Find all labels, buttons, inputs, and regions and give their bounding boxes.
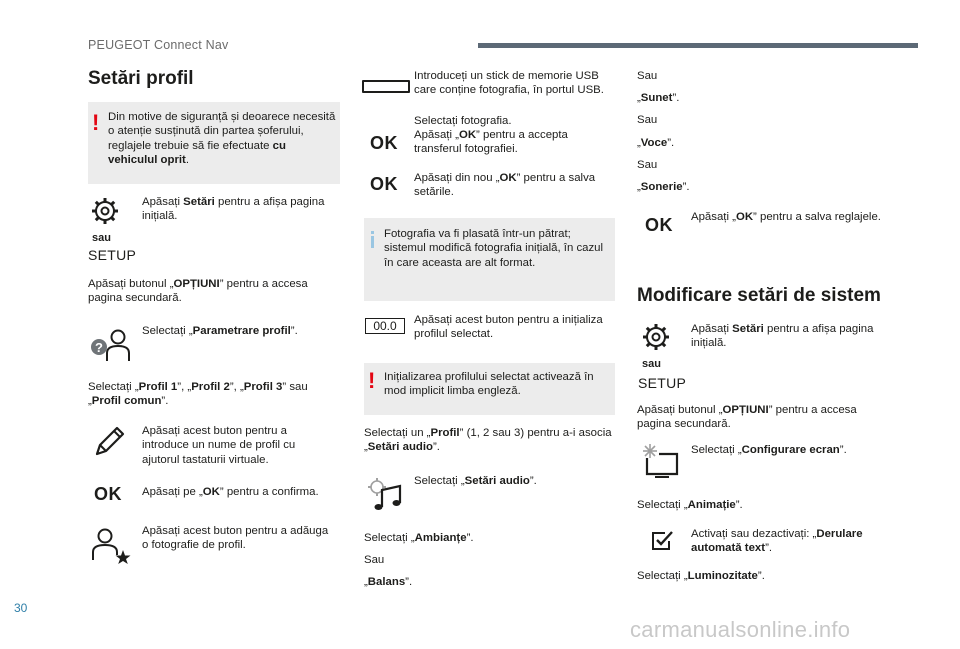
setup-button-label-2: SETUP — [638, 375, 687, 391]
option-balance: „Balans”. — [364, 576, 413, 588]
or-label-2: sau — [642, 358, 661, 370]
warning-note-reset — [364, 363, 615, 415]
ok-button-label: OK — [94, 484, 122, 504]
step-insert-usb: Introduceți un stick de memorie USB care conține fotografia, în portul USB. — [414, 70, 604, 97]
section-title-profile: Setări profil — [88, 68, 194, 89]
warning-text: Din motive de siguranță și deoarece necesită o atenție susținută din partea șoferului, reglajele trebuie să fie efectuate cu vehiculul oprit. — [108, 111, 336, 167]
reset-profile-icon: 00.0 — [365, 318, 405, 334]
step-select-profile-audio: Selectați un „Profil” (1, 2 sau 3) pentru a-i asocia „Setări audio”. — [364, 427, 612, 454]
option-sound: „Sunet”. — [637, 92, 680, 104]
step-toggle-autoscroll: Activați sau dezactivați: „Derulare automată text”. — [691, 528, 863, 555]
step-options-button-2: Apăsați butonul „OPȚIUNI” pentru a accesa pagina secundară. — [637, 404, 857, 431]
or-text-2: Sau — [637, 70, 658, 82]
or-text-3: Sau — [637, 114, 658, 126]
step-enter-profile-name: Apăsați acest buton pentru a introduce un nume de profil cu ajutorul tastaturii virtuale. — [142, 425, 296, 466]
step-add-photo: Apăsați acest buton pentru a adăuga o fotografie de profil. — [142, 525, 329, 552]
step-save-settings: Apăsați din nou „OK” pentru a salva setările. — [414, 172, 596, 199]
option-ringtone: „Sonerie”. — [637, 181, 690, 193]
step-press-settings: Apăsați Setări pentru a afișa pagina inițială. — [142, 196, 325, 223]
warning-note-safety — [88, 102, 340, 184]
step-confirm-ok: Apăsați pe „OK” pentru a confirma. — [142, 486, 319, 498]
settings-gear-icon — [90, 196, 120, 226]
usb-stick-icon — [362, 80, 410, 93]
step-save-adjustments: Apăsați „OK” pentru a salva reglajele. — [691, 211, 881, 223]
step-select-ambience: Selectați „Ambianțe”. — [364, 532, 474, 544]
step-reset-profile: Apăsați acest buton pentru a inițializa profilul selectat. — [414, 314, 603, 341]
section-title-system: Modificare setări de sistem — [637, 285, 881, 306]
step-options-button: Apăsați butonul „OPȚIUNI” pentru a accesa pagina secundară. — [88, 278, 308, 305]
step-select-profile: Selectați „Profil 1”, „Profil 2”, „Profil 3” sau „Profil comun”. — [88, 381, 308, 408]
add-profile-photo-icon — [88, 527, 132, 563]
watermark: carmanualsonline.info — [630, 617, 851, 642]
warning-icon-2: ! — [368, 368, 376, 393]
audio-settings-icon — [366, 476, 406, 512]
ok-button-label-4: OK — [645, 215, 673, 235]
ok-button-label-3: OK — [370, 174, 398, 194]
step-select-photo: Selectați fotografia. — [414, 115, 512, 127]
step-select-profile-params: Selectați „Parametrare profil”. — [142, 325, 298, 337]
page-number: 30 — [14, 601, 28, 615]
step-select-brightness: Selectați „Luminozitate”. — [637, 570, 765, 582]
or-text-4: Sau — [637, 159, 658, 171]
option-voice: „Voce”. — [637, 137, 675, 149]
step-select-animation: Selectați „Animație”. — [637, 499, 743, 511]
warning-icon: ! — [92, 110, 100, 135]
step-screen-config: Selectați „Configurare ecran”. — [691, 444, 847, 456]
screen-config-icon — [641, 442, 681, 478]
step-accept-transfer: Apăsați „OK” pentru a accepta transferul fotografiei. — [414, 129, 568, 156]
info-note-photo — [364, 218, 615, 301]
warning-text-2: Inițializarea profilului selectat activează în mod implicit limba engleză. — [384, 371, 594, 398]
profile-settings-icon — [88, 327, 130, 363]
settings-gear-icon-2 — [641, 322, 671, 352]
setup-button-label: SETUP — [88, 247, 137, 263]
info-text: Fotografia va fi plasată într-un pătrat; sistemul modifică fotografia inițială, în cazul în care aceasta are alt format. — [384, 228, 604, 269]
svg-text:?: ? — [95, 340, 103, 355]
step-select-audio-settings: Selectați „Setări audio”. — [414, 475, 537, 487]
header-bar — [478, 43, 918, 48]
checkbox-icon — [650, 530, 674, 552]
ok-button-label-2: OK — [370, 133, 398, 153]
step-press-settings-2: Apăsați Setări pentru a afișa pagina inițială. — [691, 323, 874, 350]
or-label: sau — [92, 232, 111, 244]
or-text-1: Sau — [364, 554, 385, 566]
document-header: PEUGEOT Connect Nav — [88, 38, 229, 52]
info-icon-dot — [371, 231, 374, 234]
info-icon — [371, 236, 374, 248]
pencil-edit-icon — [92, 425, 126, 459]
